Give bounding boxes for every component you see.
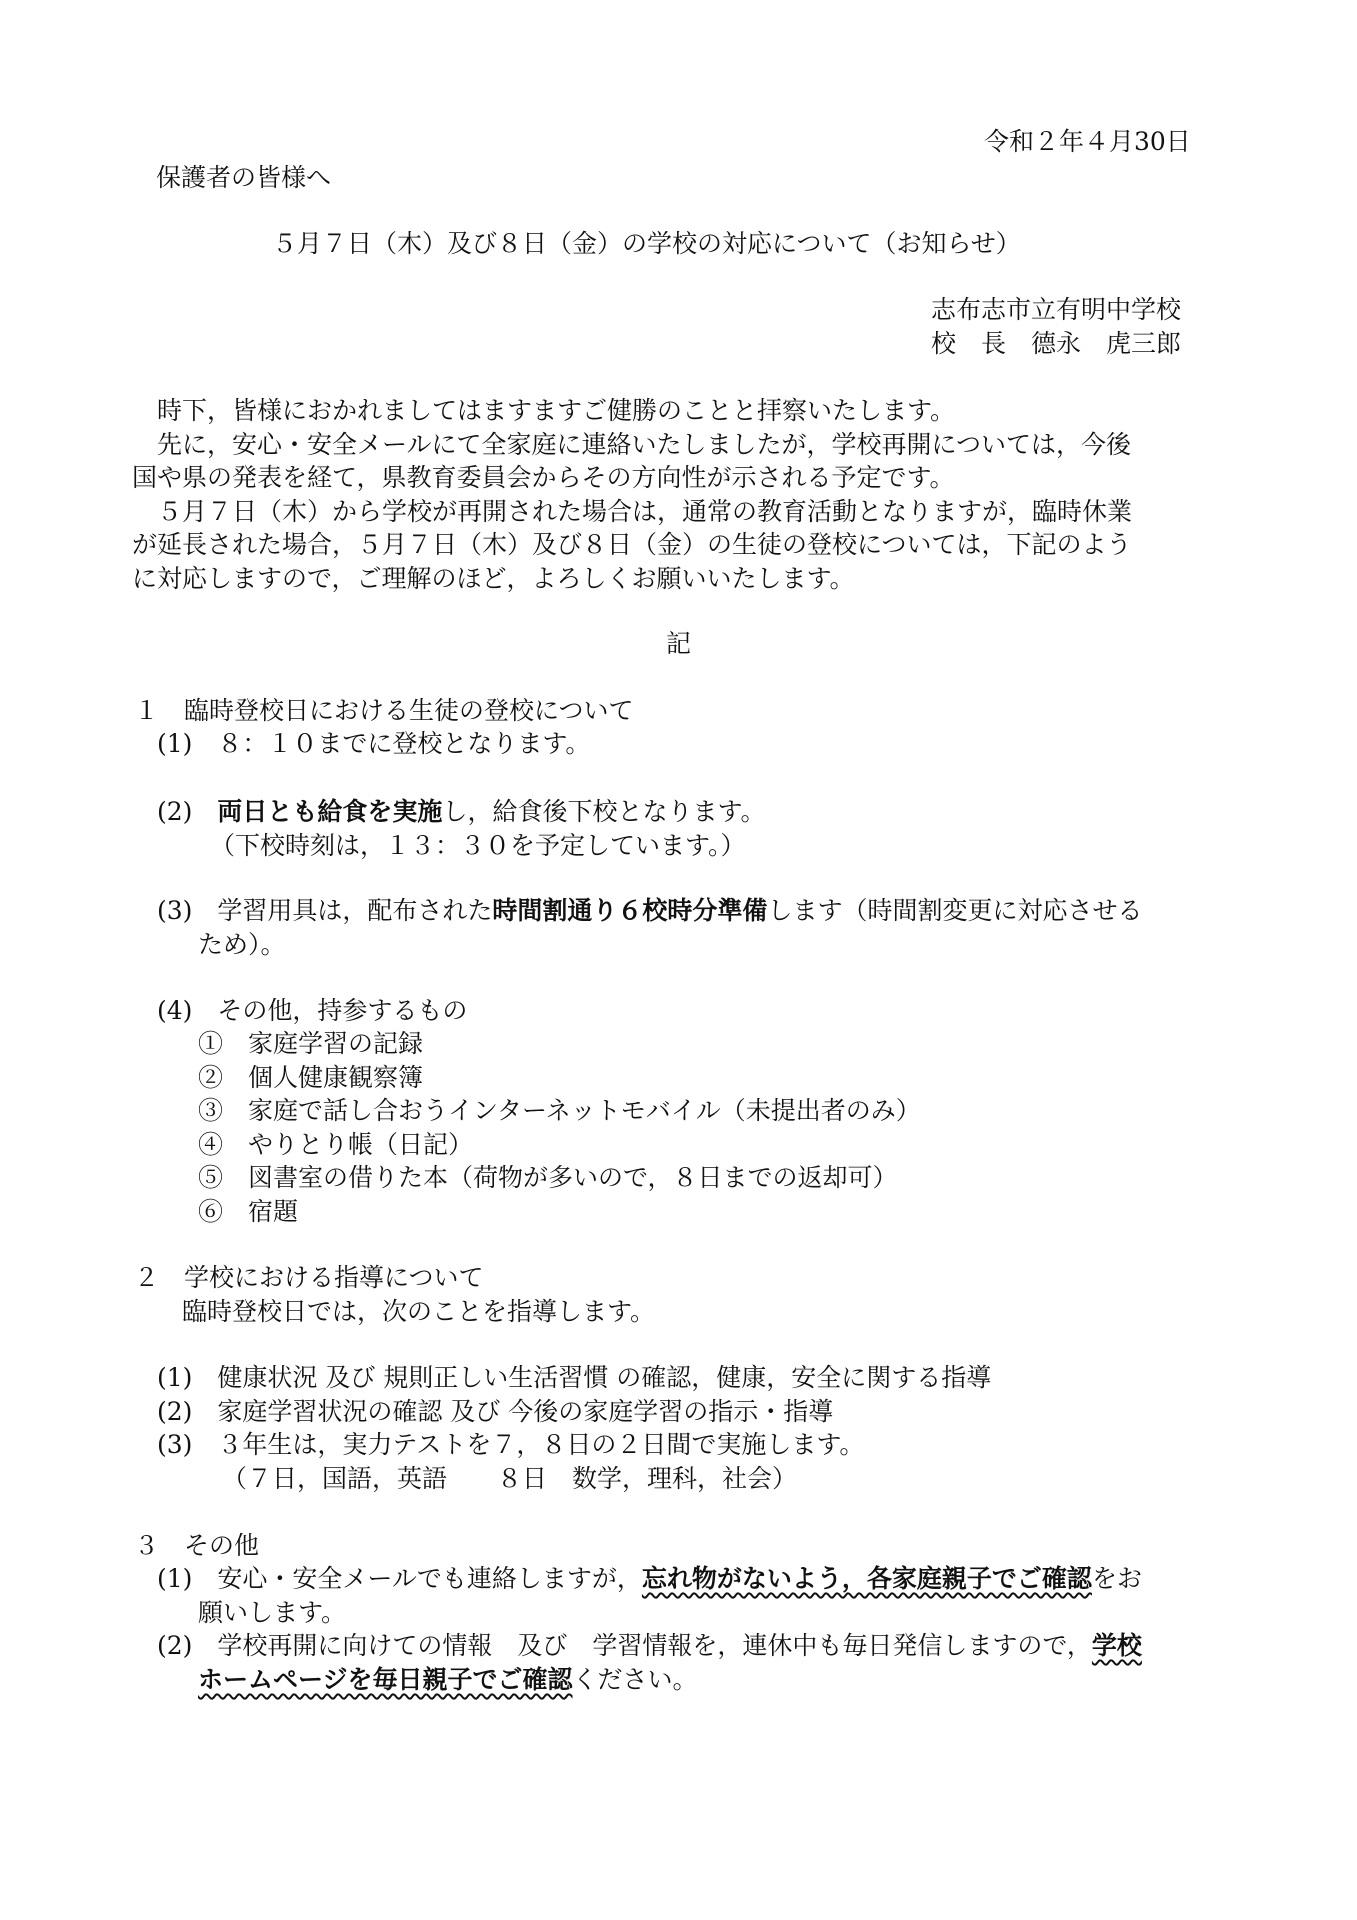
document-date: 令和２年４月30日	[984, 127, 1191, 156]
sender-school: 志布志市立有明中学校	[931, 295, 1182, 324]
bring-item: ⑥ 宿題	[198, 1197, 299, 1226]
ki-heading: 記	[666, 629, 692, 658]
s3-item-1-post: をお	[1091, 1564, 1142, 1593]
bring-item: ③ 家庭で話し合おうインターネットモバイル（未提出者のみ）	[198, 1096, 921, 1125]
section-1-heading: １ 臨時登校日における生徒の登校について	[134, 696, 634, 725]
bring-item: ⑤ 図書室の借りた本（荷物が多いので，８日までの返却可）	[198, 1163, 898, 1192]
intro-line: 国や県の発表を経て，県教育委員会からその方向性が示される予定です。	[132, 463, 955, 492]
sender-principal: 校 長 德永 虎三郎	[931, 329, 1182, 358]
s3-item-2-pre: (2) 学校再開に向けての情報 及び 学習情報を，連休中も毎日発信しますので，	[157, 1631, 1092, 1660]
bring-item: ④ やりとり帳（日記）	[198, 1130, 474, 1159]
s3-item-1-pre: (1) 安心・安全メールでも連絡しますが，	[157, 1564, 642, 1593]
s1-item-1: (1) ８：１０までに登校となります。	[157, 729, 591, 758]
intro-line: に対応しますので，ご理解のほど，よろしくお願いいたします。	[132, 564, 855, 593]
s1-item-2-rest: し，給食後下校となります。	[442, 797, 766, 826]
s3-item-1-cont: 願いします。	[198, 1598, 347, 1627]
s3-item-2-cont-post: ください。	[572, 1665, 698, 1694]
s1-item-3-cont: ため）。	[198, 930, 286, 959]
s2-item-3-note: （７日，国語，英語 ８日 数学，理科，社会）	[222, 1464, 798, 1493]
s1-item-2-note: （下校時刻は，１３：３０を予定しています。）	[210, 831, 746, 860]
s3-item-2	[157, 1630, 1142, 1662]
s1-item-2-num: (2)	[157, 797, 218, 826]
s1-item-3	[157, 895, 1142, 927]
s1-item-3-bold: 時間割通り６校時分準備	[492, 896, 768, 925]
s2-item-2: (2) 家庭学習状況の確認 及び 今後の家庭学習の指示・指導	[157, 1397, 834, 1426]
s1-item-4: (4) その他，持参するもの	[157, 996, 468, 1025]
section-2-heading: ２ 学校における指導について	[134, 1263, 484, 1292]
intro-line: が延長された場合，５月７日（木）及び８日（金）の生徒の登校については，下記のよう	[132, 530, 1132, 559]
s3-item-2-cont	[198, 1664, 698, 1696]
bring-item: ① 家庭学習の記録	[198, 1029, 424, 1058]
s3-item-1	[157, 1563, 1142, 1595]
s3-item-1-emphasis: 忘れ物がないよう，各家庭親子でご確認	[641, 1564, 1092, 1593]
s2-item-1: (1) 健康状況 及び 規則正しい生活習慣 の確認，健康，安全に関する指導	[157, 1363, 992, 1392]
intro-line: ５月７日（木）から学校が再開された場合は，通常の教育活動となりますが，臨時休業	[157, 497, 1133, 526]
intro-line: 時下，皆様におかれましてはますますご健勝のことと拝察いたします。	[157, 396, 956, 425]
s3-item-2-emphasis: 学校	[1091, 1631, 1142, 1660]
document-title: ５月７日（木）及び８日（金）の学校の対応について（お知らせ）	[272, 229, 1021, 258]
recipient: 保護者の皆様へ	[156, 163, 332, 192]
s2-lead: 臨時登校日では，次のことを指導します。	[182, 1297, 656, 1326]
bring-item: ② 個人健康観察簿	[198, 1063, 424, 1092]
s1-item-2-bold: 両日とも給食を実施	[217, 797, 443, 826]
s2-item-3: (3) ３年生は，実力テストを７，８日の２日間で実施します。	[157, 1430, 865, 1459]
section-3-heading: ３ その他	[134, 1531, 260, 1560]
s3-item-2-cont-emphasis: ホームページを毎日親子でご確認	[198, 1665, 573, 1694]
s1-item-3-pre: (3) 学習用具は，配布された	[157, 896, 493, 925]
s1-item-2	[157, 796, 765, 828]
s1-item-3-post: します（時間割変更に対応させる	[767, 896, 1143, 925]
intro-line: 先に，安心・安全メールにて全家庭に連絡いたしましたが，学校再開については，今後	[157, 430, 1132, 459]
